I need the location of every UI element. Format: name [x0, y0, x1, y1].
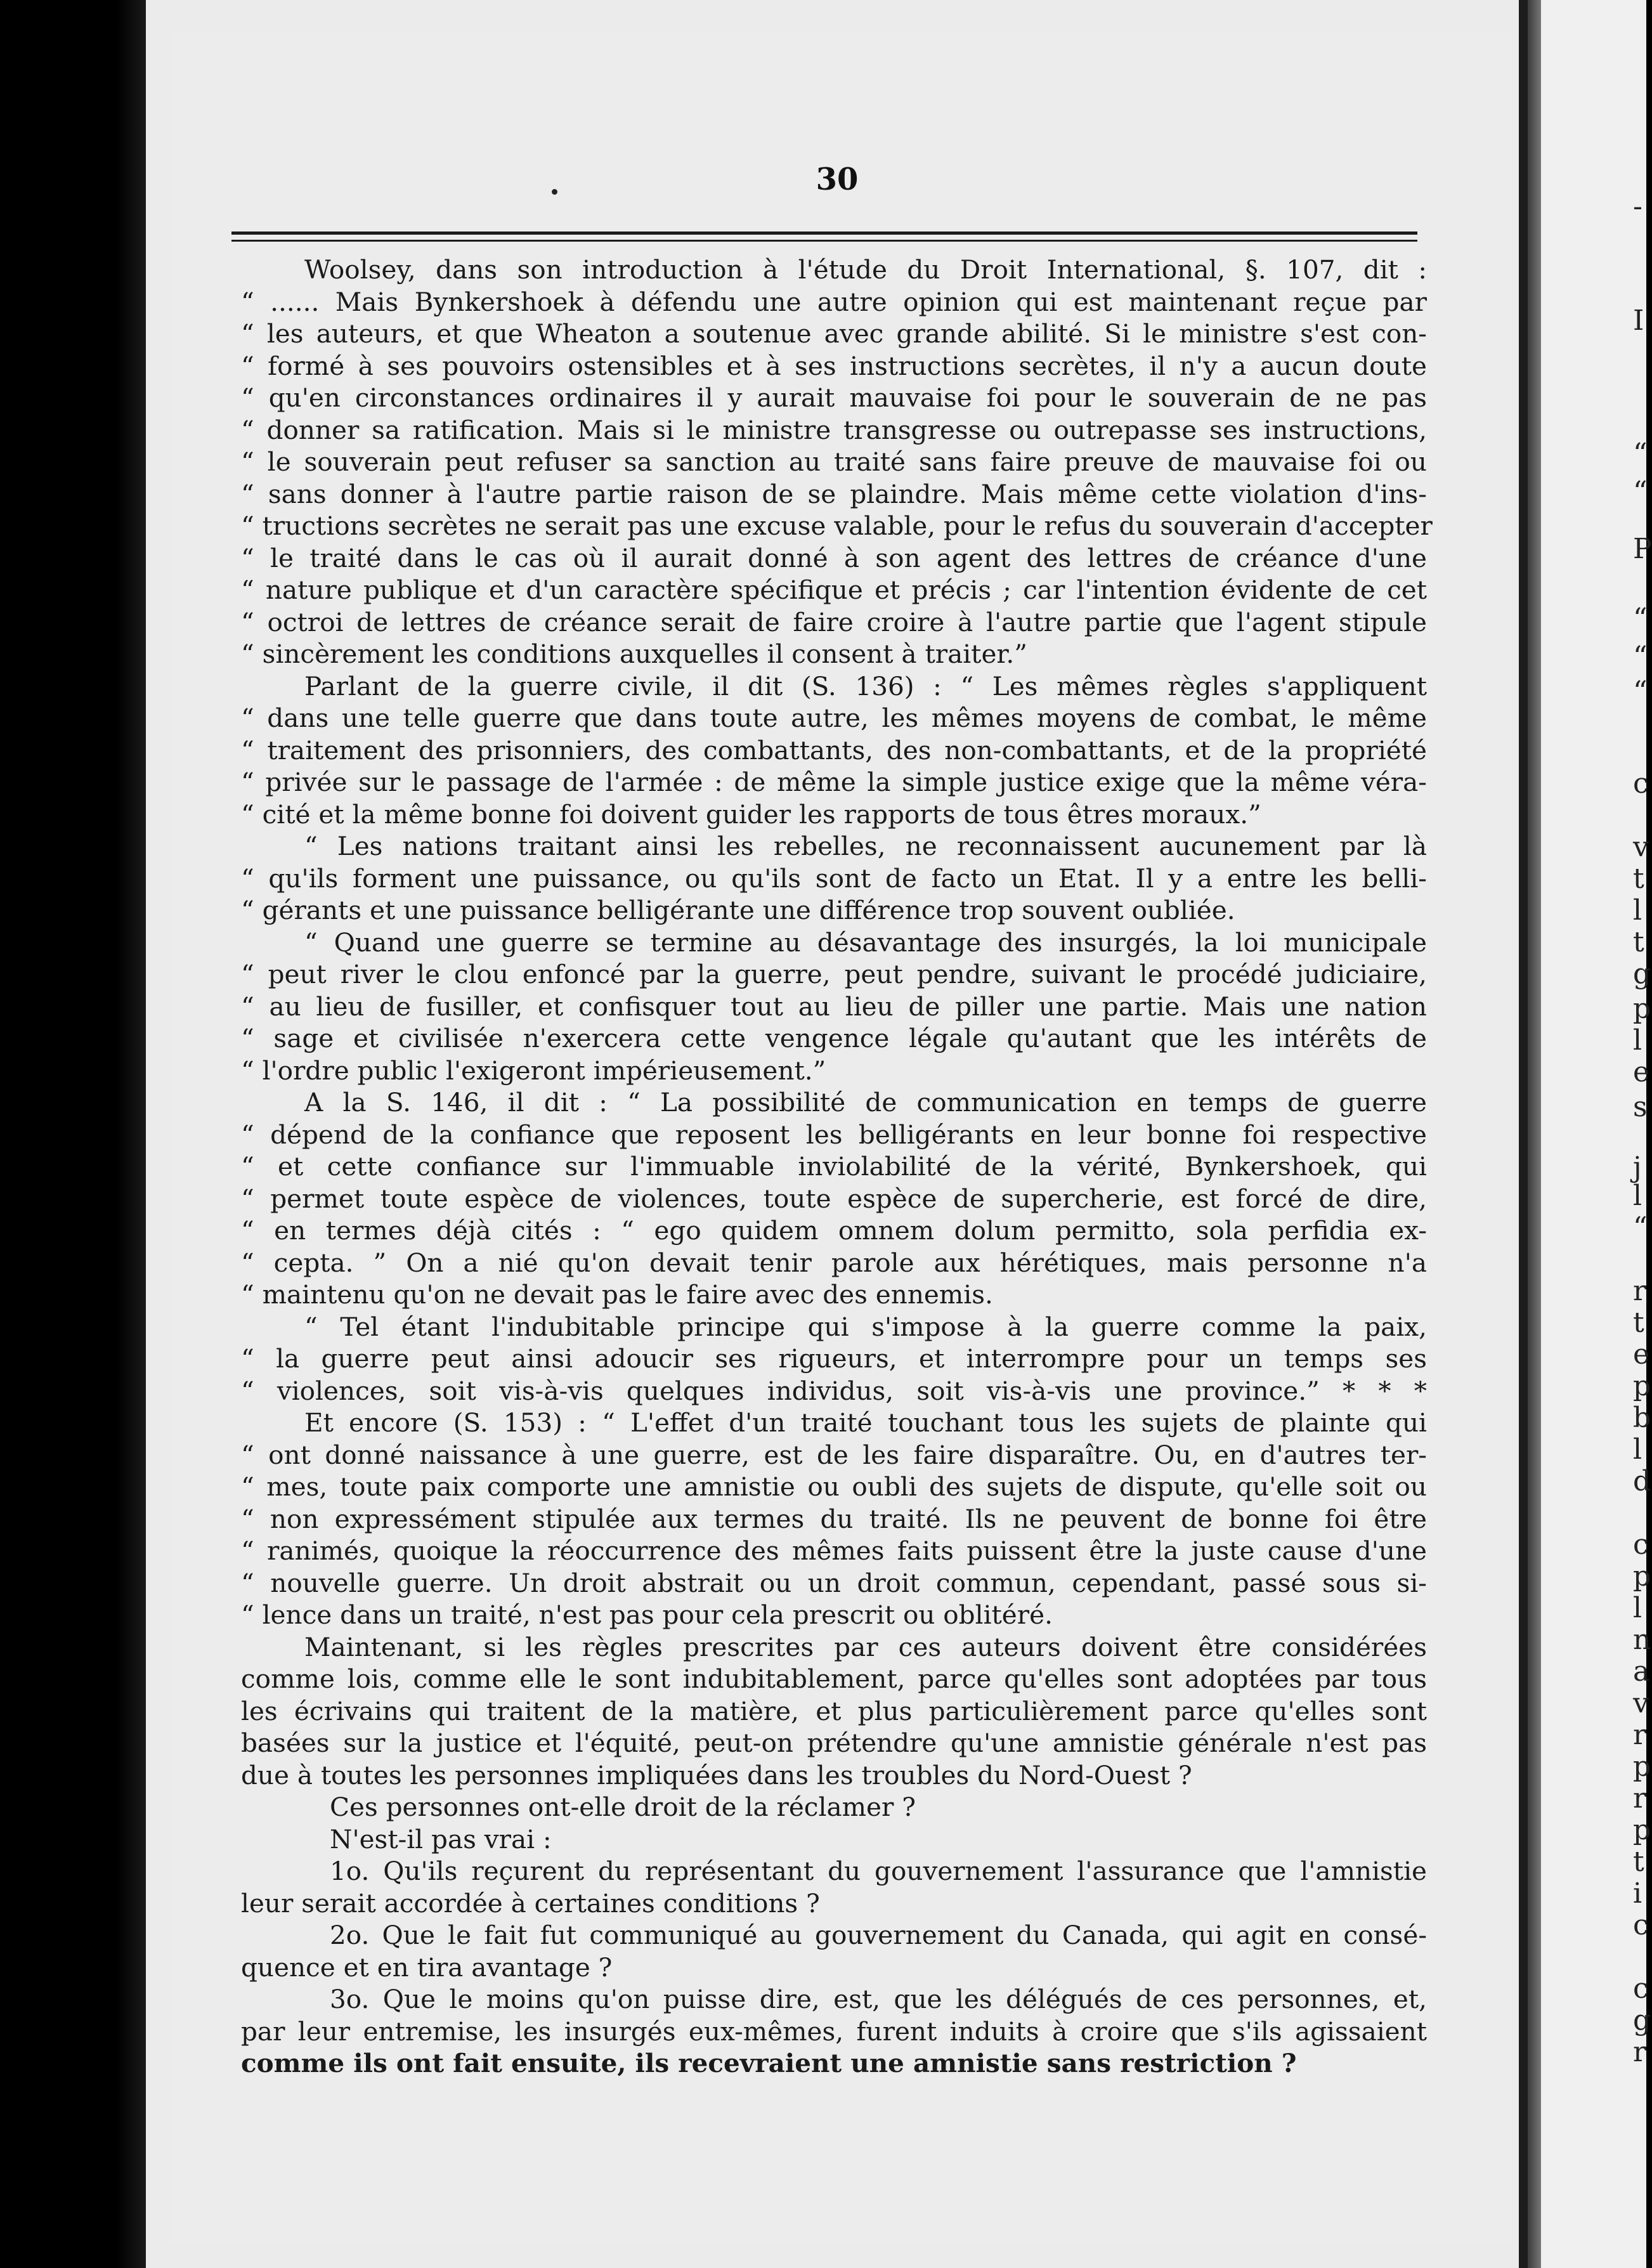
- adjacent-page-fragment: c: [1633, 1909, 1649, 1941]
- text-line: “ sans donner à l'autre partie raison de se plaindre. Mais même cette violation d'ins-: [241, 478, 1427, 509]
- text-line: Ces personnes ont-elle droit de la réclamer ?: [330, 1792, 916, 1822]
- text-line: “ privée sur le passage de l'armée : de même la simple justice exige que la même véra-: [241, 767, 1427, 797]
- adjacent-page-fragment: j: [1633, 1151, 1642, 1183]
- ink-speck: [552, 189, 557, 195]
- adjacent-page-fragment: p: [1633, 1370, 1651, 1402]
- text-line: due à toutes les personnes impliquées dans les troubles du Nord-Ouest ?: [241, 1759, 1192, 1790]
- text-line: “ violences, soit vis-à-vis quelques individus, soit vis-à-vis une province.” * * *: [241, 1375, 1427, 1406]
- text-line: “ tructions secrètes ne serait pas une excuse valable, pour le refus du souverain d'accepter: [241, 511, 1433, 541]
- text-line: “ la guerre peut ainsi adoucir ses rigueurs, et interrompre pour un temps ses: [241, 1343, 1427, 1374]
- text-line: “ ont donné naissance à une guerre, est de les faire disparaître. Ou, en d'autres ter-: [241, 1439, 1427, 1470]
- adjacent-page-fragment: e: [1633, 1056, 1650, 1088]
- text-line: A la S. 146, il dit : “ La possibilité de communication en temps de guerre: [304, 1087, 1427, 1118]
- text-line: Parlant de la guerre civile, il dit (S. 136) : “ Les mêmes règles s'appliquent: [304, 670, 1427, 701]
- adjacent-page-fragment: p: [1633, 1560, 1651, 1593]
- text-line: “ les auteurs, et que Wheaton a soutenue avec grande abilité. Si le ministre s'est con-: [241, 318, 1427, 349]
- text-line: “ Les nations traitant ainsi les rebelles, ne reconnaissent aucunement par là: [304, 831, 1427, 861]
- text-line: “ donner sa ratification. Mais si le ministre transgresse ou outrepasse ses instructions,: [241, 414, 1427, 445]
- adjacent-page-fragment: p: [1633, 1750, 1651, 1783]
- adjacent-page-fragment: t: [1633, 926, 1644, 958]
- adjacent-page-fragment: c: [1633, 1972, 1649, 2005]
- text-line: “ Quand une guerre se termine au désavantage des insurgés, la loi municipale: [304, 927, 1427, 958]
- adjacent-page-fragment: a: [1633, 1655, 1650, 1688]
- text-line: N'est-il pas vrai :: [330, 1823, 552, 1854]
- text-line: “ sage et civilisée n'exercera cette vengence légale qu'autant que les intérêts de: [241, 1023, 1427, 1053]
- adjacent-page-fragment: b: [1633, 1402, 1651, 1434]
- text-line: “ dépend de la confiance que reposent les belligérants en leur bonne foi respective: [241, 1119, 1427, 1150]
- adjacent-page-fragment: d: [1633, 1465, 1651, 1497]
- text-line: basées sur la justice et l'équité, peut-on prétendre qu'une amnistie générale n'est pas: [241, 1728, 1427, 1758]
- adjacent-page-fragment: “: [1633, 603, 1648, 635]
- text-line: Et encore (S. 153) : “ L'effet d'un traité touchant tous les sujets de plainte qui: [304, 1407, 1427, 1438]
- adjacent-page-fragment: g: [1633, 2004, 1651, 2037]
- adjacent-page-fragment: s: [1633, 1091, 1648, 1123]
- adjacent-page-fragment: r: [1633, 1782, 1647, 1815]
- text-line: “ lence dans un traité, n'est pas pour cela prescrit ou oblitéré.: [241, 1600, 1053, 1630]
- adjacent-page-fragment: c: [1633, 1528, 1649, 1561]
- text-line: 1o. Qu'ils reçurent du représentant du gouvernement l'assurance que l'amnistie: [330, 1856, 1427, 1886]
- text-line: comme ils ont fait ensuite, ils recevraient une amnistie sans restriction ?: [241, 2048, 1297, 2078]
- header-rule-thick: [231, 231, 1417, 235]
- adjacent-page-fragment: “: [1633, 1211, 1648, 1244]
- text-line: “ nouvelle guerre. Un droit abstrait ou un droit commun, cependant, passé sous si-: [241, 1567, 1427, 1598]
- text-line: “ permet toute espèce de violences, toute espèce de supercherie, est forcé de dire,: [241, 1183, 1427, 1214]
- text-line: “ cepta. ” On a nié qu'on devait tenir parole aux hérétiques, mais personne n'a: [241, 1247, 1427, 1278]
- adjacent-page-fragment: l: [1633, 894, 1642, 927]
- text-line: “ ranimés, quoique la réoccurrence des mêmes faits puissent être la juste cause d'une: [241, 1535, 1427, 1566]
- text-line: “ Tel étant l'indubitable principe qui s'impose à la guerre comme la paix,: [304, 1311, 1427, 1342]
- body-text: [241, 254, 1433, 2080]
- text-line: “ non expressément stipulée aux termes du traité. Ils ne peuvent de bonne foi être: [241, 1503, 1427, 1534]
- text-line: “ et cette confiance sur l'immuable inviolabilité de la vérité, Bynkershoek, qui: [241, 1151, 1427, 1182]
- text-line: 2o. Que le fait fut communiqué au gouvernement du Canada, qui agit en consé-: [330, 1920, 1427, 1950]
- text-line: “ peut river le clou enfoncé par la guerre, peut pendre, suivant le procédé judiciaire,: [241, 959, 1427, 989]
- adjacent-page-fragment: r: [1633, 1719, 1647, 1751]
- text-line: comme lois, comme elle le sont indubitablement, parce qu'elles sont adoptées par tous: [241, 1664, 1427, 1694]
- adjacent-page-fragment: v: [1633, 1687, 1649, 1719]
- adjacent-page-fragment: “: [1633, 438, 1648, 470]
- text-line: “ octroi de lettres de créance serait de faire croire à l'autre partie que l'agent stipule: [241, 606, 1427, 637]
- text-line: “ sincèrement les conditions auxquelles il consent à traiter.”: [241, 639, 1027, 669]
- adjacent-page-strip: [1535, 0, 1646, 2268]
- text-line: “ mes, toute paix comporte une amnistie ou oubli des sujets de dispute, qu'elle soit ou: [241, 1471, 1427, 1502]
- adjacent-page-fragment: -: [1633, 190, 1642, 223]
- text-line: “ le souverain peut refuser sa sanction au traité sans faire preuve de mauvaise foi ou: [241, 446, 1427, 477]
- adjacent-page-fragment: p: [1633, 993, 1651, 1025]
- adjacent-page-fragment: l: [1633, 1592, 1642, 1624]
- scan-left-margin: [0, 0, 146, 2268]
- adjacent-page-fragment: i: [1633, 1877, 1642, 1910]
- adjacent-page-fragment: t: [1633, 863, 1644, 895]
- header-rule-thin: [231, 240, 1417, 242]
- text-line: “ le traité dans le cas où il aurait donné à son agent des lettres de créance d'une: [241, 542, 1427, 573]
- adjacent-page-fragment: t: [1633, 1846, 1644, 1878]
- adjacent-page-fragment: r: [1633, 2036, 1647, 2068]
- text-line: 3o. Que le moins qu'on puisse dire, est, que les délégués de ces personnes, et,: [330, 1984, 1427, 2014]
- adjacent-page-fragment: n: [1633, 1624, 1651, 1656]
- text-line: “ formé à ses pouvoirs ostensibles et à ses instructions secrètes, il n'y a aucun doute: [241, 350, 1427, 381]
- page-number: 30: [816, 162, 859, 197]
- text-line: “ nature publique et d'un caractère spécifique et précis ; car l'intention évidente de cet: [241, 575, 1427, 605]
- text-line: “ au lieu de fusiller, et confisquer tout au lieu de piller une partie. Mais une nation: [241, 991, 1427, 1022]
- book-binding: [1519, 0, 1528, 2268]
- adjacent-page-fragment: g: [1633, 958, 1651, 990]
- text-line: par leur entremise, les insurgés eux-mêmes, furent induits à croire que s'ils agissaient: [241, 2016, 1427, 2047]
- text-line: Woolsey, dans son introduction à l'étude du Droit International, §. 107, dit :: [304, 254, 1427, 285]
- text-line: “ ...... Mais Bynkershoek à défendu une autre opinion qui est maintenant reçue par: [241, 286, 1427, 317]
- text-line: les écrivains qui traitent de la matière, et plus particulièrement parce qu'elles sont: [241, 1695, 1427, 1726]
- adjacent-page-fragment: c: [1633, 767, 1649, 800]
- adjacent-page-fragment: t: [1633, 1307, 1644, 1339]
- adjacent-page-fragment: r: [1633, 1275, 1647, 1307]
- text-line: “ cité et la même bonne foi doivent guider les rapports de tous êtres moraux.”: [241, 798, 1261, 830]
- adjacent-page-fragment: “: [1633, 675, 1648, 708]
- adjacent-page-fragment: l: [1633, 1433, 1642, 1466]
- text-line: “ gérants et une puissance belligérante une différence trop souvent oubliée.: [241, 895, 1235, 925]
- text-line: “ dans une telle guerre que dans toute autre, les mêmes moyens de combat, le même: [241, 703, 1427, 733]
- adjacent-page-fragment: l: [1633, 1024, 1642, 1057]
- text-line: quence et en tira avantage ?: [241, 1952, 613, 1983]
- adjacent-page-fragment: l: [1633, 1180, 1642, 1212]
- adjacent-page-fragment: P: [1633, 533, 1652, 565]
- text-line: leur serait accordée à certaines conditions ?: [241, 1887, 820, 1919]
- adjacent-page-fragment: “: [1633, 641, 1648, 673]
- adjacent-page-fragment: “: [1633, 476, 1648, 508]
- text-line: “ maintenu qu'on ne devait pas le faire avec des ennemis.: [241, 1279, 993, 1310]
- adjacent-page-fragment: I: [1633, 304, 1644, 337]
- text-line: Maintenant, si les règles prescrites par ces auteurs doivent être considérées: [304, 1631, 1427, 1662]
- text-line: “ qu'en circonstances ordinaires il y aurait mauvaise foi pour le souverain de ne pas: [241, 382, 1427, 413]
- text-line: “ en termes déjà cités : “ ego quidem omnem dolum permitto, sola perfidia ex-: [241, 1215, 1427, 1246]
- adjacent-page-fragment: e: [1633, 1338, 1650, 1371]
- text-line: “ traitement des prisonniers, des combattants, des non-combattants, et de la propriété: [241, 734, 1427, 766]
- text-line: “ qu'ils forment une puissance, ou qu'ils sont de facto un Etat. Il y a entre les belli-: [241, 863, 1427, 894]
- text-line: “ l'ordre public l'exigeront impérieusement.”: [241, 1055, 826, 1086]
- adjacent-page-fragment: p: [1633, 1814, 1651, 1846]
- adjacent-page-fragment: v: [1633, 831, 1649, 863]
